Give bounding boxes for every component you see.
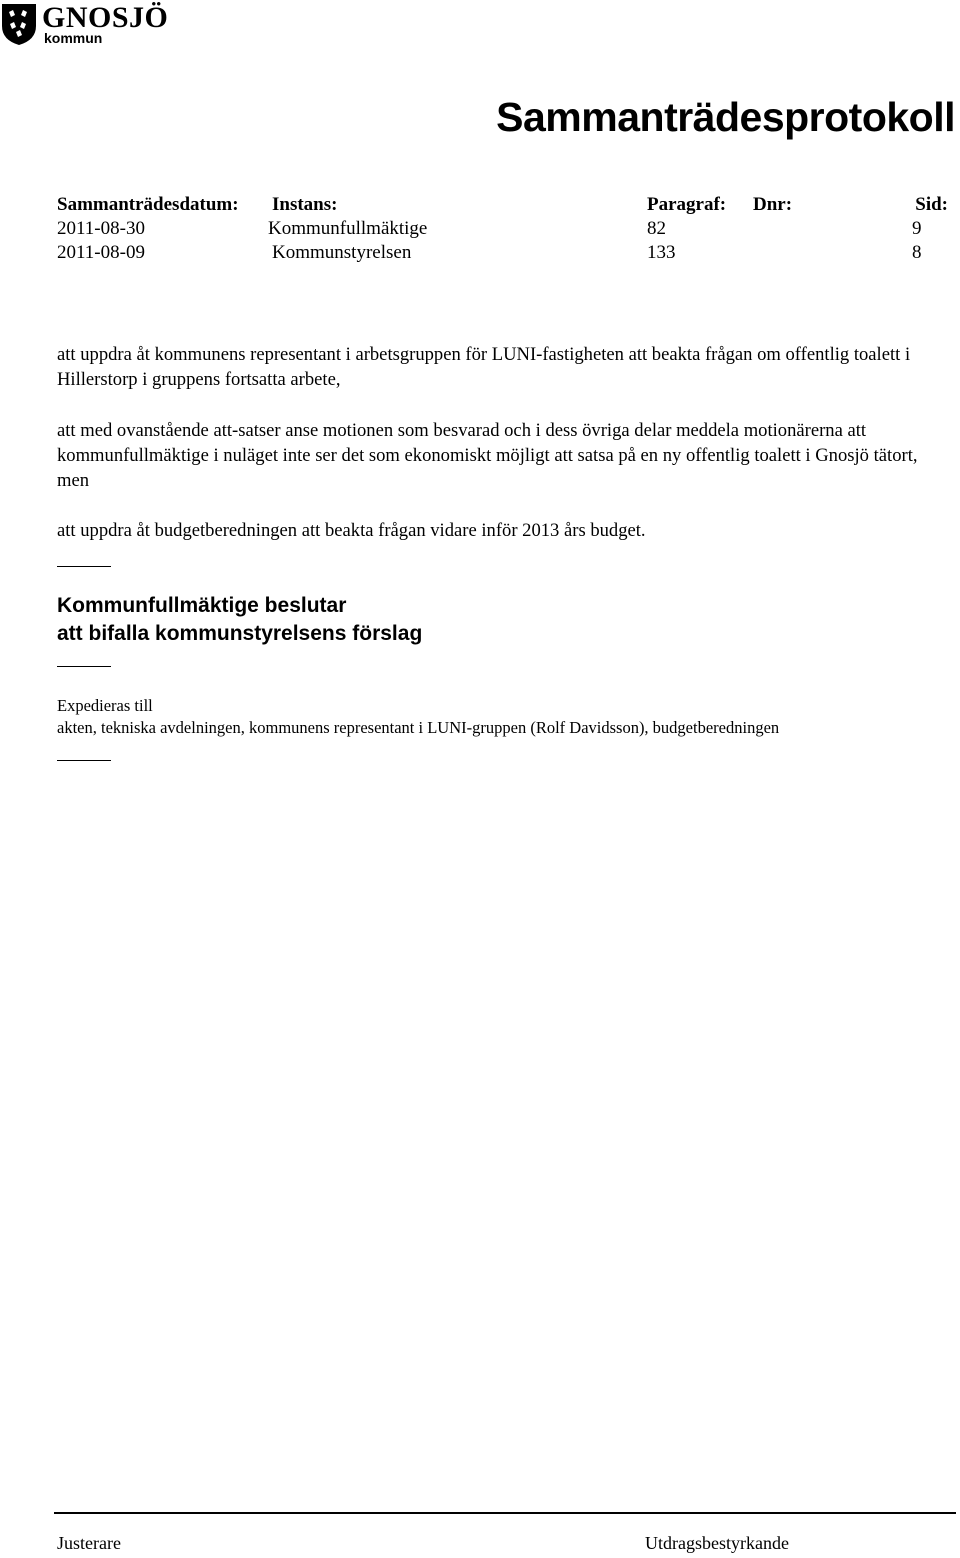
meta-row-page: 8 <box>912 242 922 263</box>
meta-row-body: Kommunstyrelsen <box>272 242 412 263</box>
meta-row-paragraph: 82 <box>647 218 666 239</box>
section-divider <box>57 760 111 761</box>
municipality-logo <box>0 0 180 50</box>
body-paragraph: att uppdra åt kommunens representant i arbetsgruppen för LUNI-fastigheten att beakta frågan om offentlig toalett i Hillerstorp i gruppens fortsatta arbete, <box>57 344 911 390</box>
meta-header-dnr: Dnr: <box>753 194 793 215</box>
meta-row-paragraph: 133 <box>647 242 676 263</box>
section-divider <box>57 566 111 567</box>
body-paragraph: att med ovanstående att-satser anse motionen som besvarad och i dess övriga delar meddela motionärerna att kommunfullmäktige i nuläget inte ser det som ekonomiskt möjligt att satsa på en ny offentlig toalett i Gnosjö tätort, men <box>57 420 918 491</box>
footer-signer: Justerare <box>57 1533 121 1553</box>
meta-header-body: Instans: <box>272 194 338 215</box>
meta-header-date: Sammanträdesdatum: <box>57 194 239 215</box>
distribution-label: Expedieras till <box>57 696 153 715</box>
gnosjo-crest-icon <box>0 2 38 46</box>
logo-wordmark: GNOSJÖ <box>42 1 169 34</box>
logo-subtitle: kommun <box>44 30 103 46</box>
meta-row-page: 9 <box>912 218 922 239</box>
decision-text: att bifalla kommunstyrelsens förslag <box>57 622 423 645</box>
document-title: Sammanträdesprotokoll <box>496 94 955 140</box>
decision-heading: Kommunfullmäktige beslutar <box>57 594 347 617</box>
meta-header-page: Sid: <box>915 194 948 215</box>
section-divider <box>57 666 111 667</box>
decision-block <box>57 592 422 648</box>
meta-header-paragraph: Paragraf: <box>647 194 727 215</box>
footer-rule <box>54 1512 956 1514</box>
distribution-recipients: akten, tekniska avdelningen, kommunens representant i LUNI-gruppen (Rolf Davidsson), budgetberedningen <box>57 718 780 737</box>
footer-certification: Utdragsbestyrkande <box>645 1533 789 1553</box>
meta-row-date: 2011-08-09 <box>57 242 145 263</box>
meta-row-date: 2011-08-30 <box>57 218 145 239</box>
meta-row-body: Kommunfullmäktige <box>268 218 428 239</box>
body-paragraph: att uppdra åt budgetberedningen att beakta frågan vidare inför 2013 års budget. <box>57 520 646 541</box>
